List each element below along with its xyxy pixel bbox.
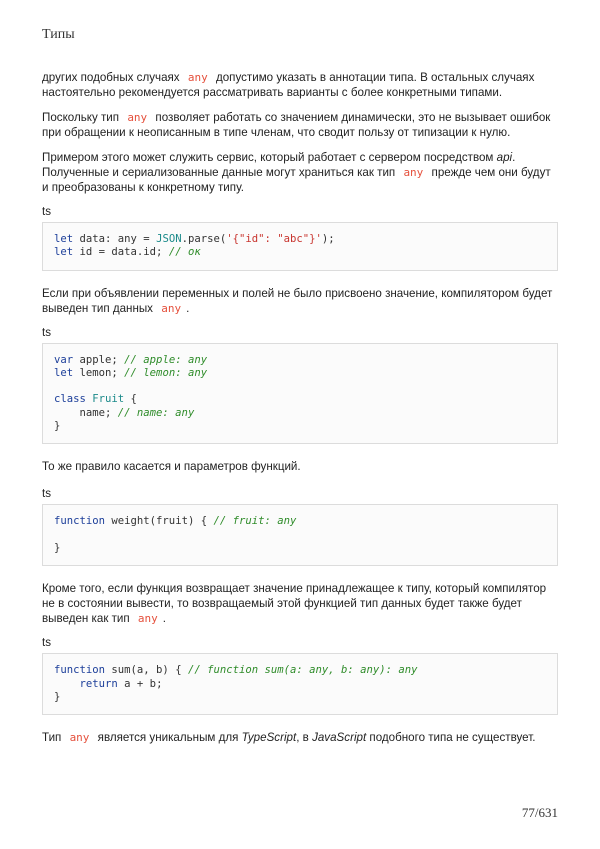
code-line: } bbox=[54, 690, 61, 703]
paragraph: Примером этого может служить сервис, который работает с сервером посредством api. Полученные и сериализованные данные могут храниться как тип any прежде чем они будут и преобразованы к конкретному типу. bbox=[42, 151, 551, 194]
code-line: } bbox=[54, 420, 61, 433]
emphasis: TypeScript bbox=[241, 731, 297, 745]
code-line: var apple; // apple: any bbox=[54, 353, 208, 366]
inline-code: any bbox=[187, 71, 208, 84]
code-lang-label: ts bbox=[42, 325, 52, 339]
code-line: return a + b; bbox=[79, 677, 163, 690]
document-body bbox=[42, 70, 558, 755]
paragraph: Кроме того, если функция возвращает значение принадлежащее к типу, который компилятор не в состоянии вывести, то возвращаемый этой функцией тип данных будет также будет выведен как тип any . bbox=[42, 582, 547, 626]
inline-code: any bbox=[127, 111, 148, 124]
code-line: } bbox=[54, 541, 61, 554]
inline-code: any bbox=[69, 731, 90, 745]
code-line: let data: any = JSON.parse('{"id": "abc"}'); bbox=[54, 233, 335, 245]
page-number: 77/631 bbox=[521, 805, 558, 820]
paragraph: То же правило касается и параметров функций. bbox=[42, 460, 301, 474]
inline-code: any bbox=[403, 166, 424, 179]
code-lang-label: ts bbox=[42, 636, 52, 650]
code-lang-label: ts bbox=[42, 205, 52, 218]
code-block bbox=[42, 222, 558, 271]
paragraph: Тип any является уникальным для TypeScript, в JavaScript подобного типа не существует. bbox=[42, 731, 536, 745]
code-block bbox=[42, 504, 558, 566]
emphasis: JavaScript bbox=[312, 731, 367, 745]
paragraph: других подобных случаях any допустимо указать в аннотации типа. В остальных случаях настоятельно рекомендуется рассматривать варианты с более конкретными типами. bbox=[42, 71, 535, 99]
code-line: function weight(fruit) { // fruit: any bbox=[54, 515, 297, 528]
running-head: Типы bbox=[42, 27, 75, 42]
paragraph: Если при объявлении переменных и полей не было присвоено значение, компилятором будет выведен тип данных any . bbox=[42, 286, 553, 315]
code-line: let lemon; // lemon: any bbox=[54, 366, 208, 379]
code-line bbox=[54, 529, 546, 542]
inline-code: any bbox=[161, 301, 182, 315]
inline-code: any bbox=[137, 612, 158, 626]
code-block bbox=[42, 343, 558, 445]
paragraph: Поскольку тип any позволяет работать со значением динамически, это не вызывает ошибок при обращении к неописанным в типе членам, что сводит пользу от типизации к нулю. bbox=[42, 111, 551, 139]
code-line: class Fruit { bbox=[54, 393, 137, 406]
code-block bbox=[42, 653, 558, 715]
code-line: function sum(a, b) { // function sum(a: any, b: any): any bbox=[54, 664, 418, 677]
code-line: let id = data.id; // ок bbox=[54, 246, 201, 259]
code-line: name; // name: any bbox=[54, 406, 195, 419]
code-lang-label: ts bbox=[42, 487, 52, 501]
code-line bbox=[54, 380, 546, 393]
emphasis: api bbox=[496, 151, 513, 164]
